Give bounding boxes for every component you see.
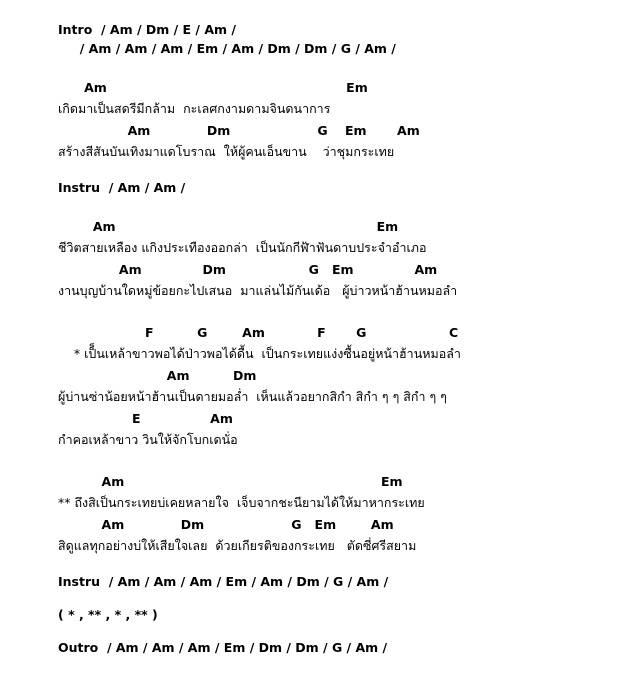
chord-line: Am Dm G Em Am [58, 517, 394, 532]
lyric-line: สร้างสีสันบันเทิงมาแดโบราณ ให้ผู้คนเอ็นขาน ว่าชุมกระเทย [58, 144, 395, 159]
section-header-line: Instru / Am / Am / [58, 180, 186, 195]
section-header-line: Instru / Am / Am / Am / Em / Am / Dm / G / Am / [58, 574, 389, 589]
section-header-line: Intro / Am / Dm / E / Am / [58, 22, 236, 37]
lyric-line: ผู้บ่านซ่าน้อยหน้าฮ้านเป็นดายมอล่ำ เห็นแล้วอยากสิกำ สิกำ ๆ ๆ สิกำ ๆ ๆ [58, 389, 447, 404]
spacer [0, 60, 620, 80]
spacer [0, 626, 620, 640]
section-header-line: / Am / Am / Am / Em / Am / Dm / Dm / G / Am / [58, 41, 396, 56]
top-padding [0, 0, 620, 22]
chord-line: Am Dm G Em Am [58, 123, 420, 138]
chord-line: Am Em [58, 474, 403, 489]
lyric-line: เกิดมาเป็นสดรีมีกล้าม กะเลศกงามดามจินดนาการ [58, 101, 331, 116]
lyric-line: งานบุญบ้านใดหมู่ข้อยกะไปเสนอ มาแล่นไม้กันเด้อ ผู้บ่าวหน้าฮ้านหมอลำ [58, 283, 458, 298]
chord-line: Am Em [58, 219, 399, 234]
spacer [0, 166, 620, 180]
spacer [0, 454, 620, 474]
spacer [0, 593, 620, 607]
chord-line: Am Dm [58, 368, 257, 383]
lyric-line: สิดูแลทุกอย่างบ่ให้เสียใจเลย ด้วยเกียรติของกระเทย ตัดซี่ศรีสยาม [58, 538, 417, 553]
chord-line: Am Dm G Em Am [58, 262, 438, 277]
lyric-line: กำคอเหล้าขาว วินให้จักโบกเดนั่อ [58, 432, 238, 447]
spacer [0, 560, 620, 574]
chord-line: Am Em [58, 80, 368, 95]
spacer [0, 199, 620, 219]
chord-line: E Am [58, 411, 233, 426]
section-header-line: Outro / Am / Am / Am / Em / Dm / Dm / G / Am / [58, 640, 388, 655]
chord-sheet-content [0, 22, 620, 655]
lyric-line: ชีวิตสายเหลือง แกิงประเทืองออกล่า เป็นนักกีฬ้าฟันดาบประจำอำเภอ [58, 240, 427, 255]
spacer [0, 305, 620, 325]
lyric-line: * เป็็นเหล้าขาวพอได้ป่าวพอได้ดื้น เป็นกระเทยแง่งซื้นอยู่หน้าฮ้านหมอลำ [58, 346, 461, 361]
section-header-line: ( * , ** , * , ** ) [58, 607, 158, 622]
lyric-line: ** ถึงสิเป็นกระเทยบ่เคยหลายใจ เจ็บจากชะนียามได้ให้มาหากระเทย [58, 495, 425, 510]
chord-line: F G Am F G C [58, 325, 459, 340]
